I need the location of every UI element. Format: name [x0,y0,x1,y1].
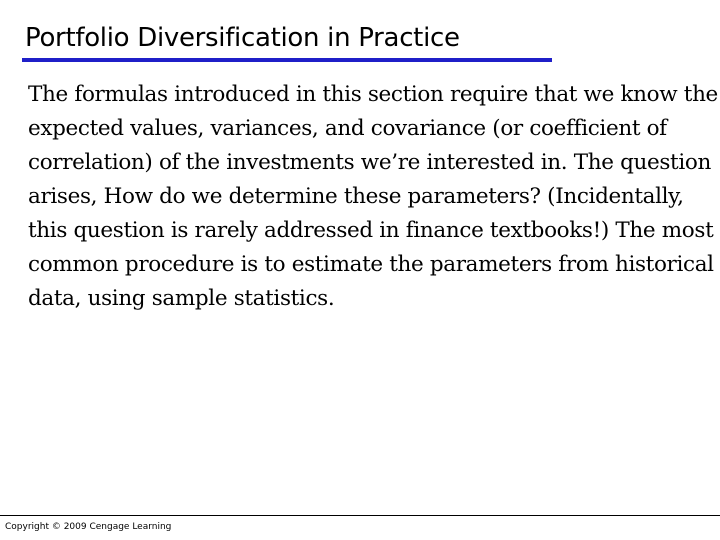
copyright-footer: Copyright © 2009 Cengage Learning [5,522,172,532]
footer-divider [0,515,720,516]
slide-body-text: The formulas introduced in this section require that we know the expected values, variances, and covariance (or coefficient of correlation) of the investments we’re interested in. The question arises, How do we determine these parameters? (Incidentally, this question is rarely addressed in finance textbooks!) The most common procedure is to estimate the parameters from historical data, using sample statistics. [28,82,718,311]
title-underline [22,58,552,62]
slide-title: Portfolio Diversification in Practice [25,23,460,53]
